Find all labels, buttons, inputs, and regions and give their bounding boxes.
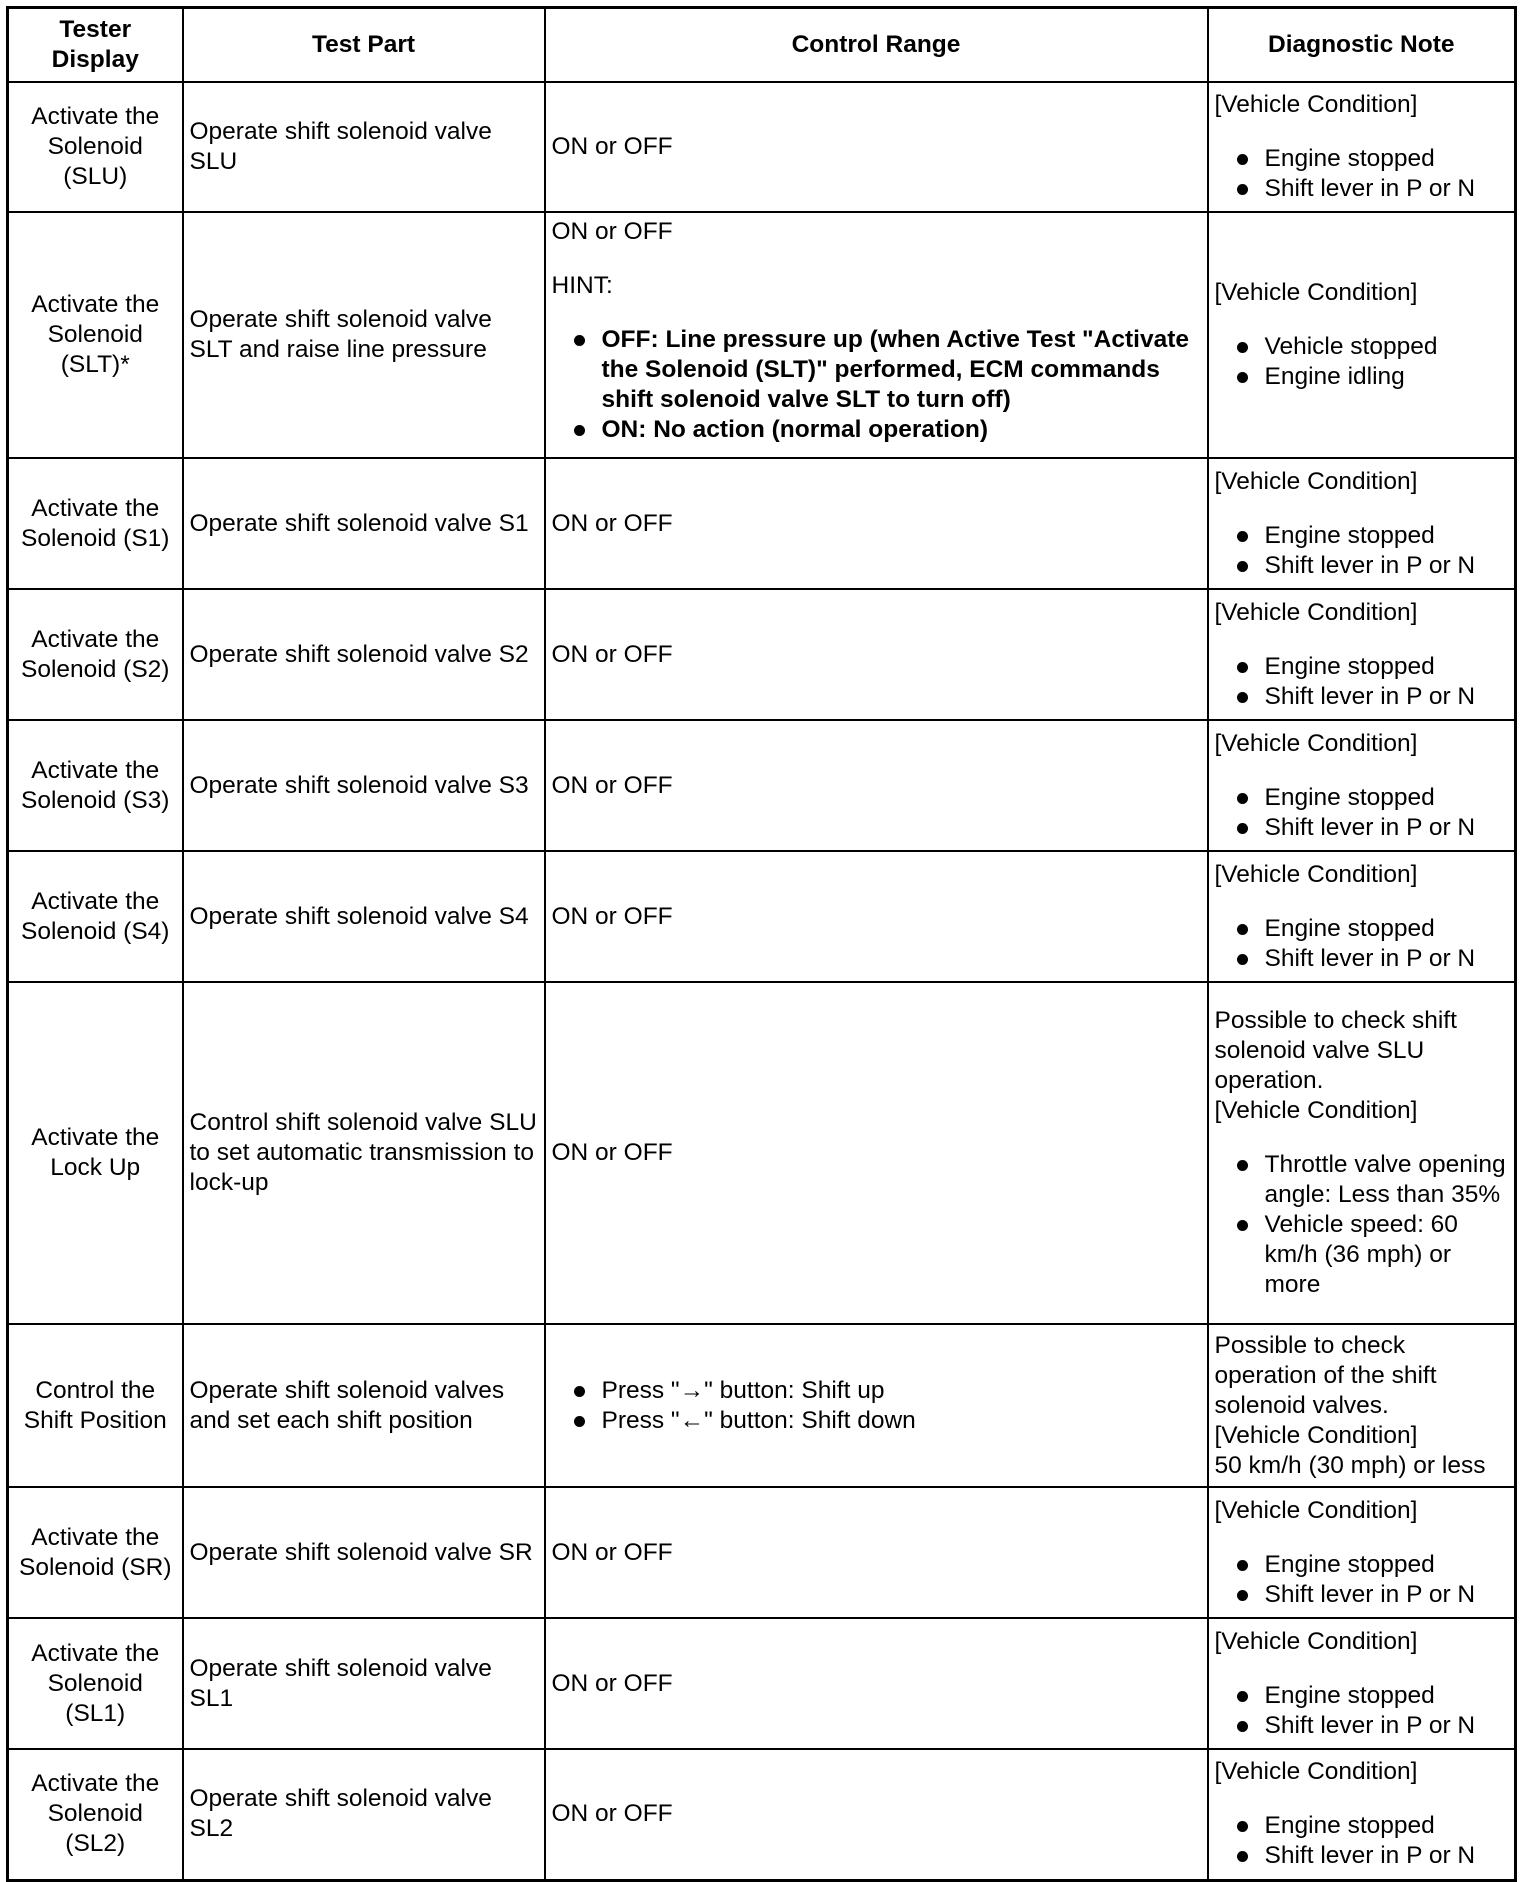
table-row xyxy=(8,1324,1516,1487)
range-hint-list xyxy=(552,325,1201,445)
header-diagnostic-note: Diagnostic Note xyxy=(1208,8,1516,83)
vehicle-condition-item: Engine stopped xyxy=(1215,652,1509,682)
cell-tester-display: Activate the Solenoid (S4) xyxy=(8,851,183,982)
cell-tester-display: Activate the Solenoid (SL1) xyxy=(8,1618,183,1749)
cell-test-part: Operate shift solenoid valve S3 xyxy=(183,720,545,851)
cell-tester-display: Activate the Solenoid (SR) xyxy=(8,1487,183,1618)
range-button-item: Press "←" button: Shift down xyxy=(552,1406,1201,1436)
vehicle-condition-heading: [Vehicle Condition] xyxy=(1214,1097,1418,1124)
vehicle-condition-item: Shift lever in P or N xyxy=(1215,1711,1509,1741)
vehicle-condition-heading: [Vehicle Condition] xyxy=(1214,598,1418,626)
range-hint-item: ON: No action (normal operation) xyxy=(552,415,1201,445)
vehicle-condition-item: Shift lever in P or N xyxy=(1215,174,1509,204)
cell-control-range xyxy=(545,1618,1208,1749)
vehicle-condition-item: Vehicle speed: 60 km/h (36 mph) or more xyxy=(1215,1210,1509,1300)
table-row xyxy=(8,1749,1516,1880)
cell-tester-display: Activate the Solenoid (SLT)* xyxy=(8,212,183,458)
vehicle-condition-item: Shift lever in P or N xyxy=(1215,682,1509,712)
header-row xyxy=(8,8,1516,83)
vehicle-condition-item: Engine stopped xyxy=(1215,914,1509,944)
cell-test-part: Operate shift solenoid valve SLT and raise line pressure xyxy=(183,212,545,458)
vehicle-condition-list xyxy=(1215,1681,1509,1741)
header-tester-display: Tester Display xyxy=(8,8,183,83)
note-text: 50 km/h (30 mph) or less xyxy=(1214,1451,1486,1479)
vehicle-condition-heading: [Vehicle Condition] xyxy=(1214,1421,1418,1449)
vehicle-condition-item: Shift lever in P or N xyxy=(1215,1580,1509,1610)
vehicle-condition-item: Shift lever in P or N xyxy=(1215,813,1509,843)
cell-control-range xyxy=(545,720,1208,851)
active-test-table xyxy=(6,6,1517,1882)
vehicle-condition-heading: [Vehicle Condition] xyxy=(1214,729,1418,757)
range-button-item: Press "→" button: Shift up xyxy=(552,1376,1201,1406)
vehicle-condition-list xyxy=(1215,1150,1509,1300)
table-row xyxy=(8,982,1516,1324)
cell-control-range xyxy=(545,1324,1208,1487)
vehicle-condition-list xyxy=(1215,652,1509,712)
cell-tester-display: Control the Shift Position xyxy=(8,1324,183,1487)
cell-control-range xyxy=(545,212,1208,458)
cell-diagnostic-note xyxy=(1208,1487,1516,1618)
range-hint-label: HINT: xyxy=(551,272,613,299)
vehicle-condition-list xyxy=(1215,144,1509,204)
cell-tester-display: Activate the Solenoid (S3) xyxy=(8,720,183,851)
vehicle-condition-item: Engine stopped xyxy=(1215,521,1509,551)
cell-diagnostic-note xyxy=(1208,1324,1516,1487)
cell-diagnostic-note xyxy=(1208,982,1516,1324)
cell-diagnostic-note xyxy=(1208,212,1516,458)
table-row xyxy=(8,720,1516,851)
cell-tester-display: Activate the Solenoid (SLU) xyxy=(8,82,183,212)
cell-tester-display: Activate the Solenoid (S1) xyxy=(8,458,183,589)
table-row xyxy=(8,212,1516,458)
cell-control-range xyxy=(545,1487,1208,1618)
cell-test-part: Operate shift solenoid valve SLU xyxy=(183,82,545,212)
vehicle-condition-list xyxy=(1215,1550,1509,1610)
cell-diagnostic-note xyxy=(1208,851,1516,982)
vehicle-condition-item: Engine stopped xyxy=(1215,1681,1509,1711)
table-row xyxy=(8,1618,1516,1749)
vehicle-condition-item: Engine stopped xyxy=(1215,783,1509,813)
cell-control-range xyxy=(545,982,1208,1324)
range-button-list xyxy=(552,1376,1201,1436)
vehicle-condition-item: Shift lever in P or N xyxy=(1215,1841,1509,1871)
range-value: ON or OFF xyxy=(551,902,673,930)
range-value: ON or OFF xyxy=(551,509,673,537)
vehicle-condition-heading: [Vehicle Condition] xyxy=(1214,467,1418,495)
vehicle-condition-item: Throttle valve opening angle: Less than 35% xyxy=(1215,1150,1509,1210)
range-value: ON or OFF xyxy=(551,1139,673,1166)
cell-tester-display: Activate the Solenoid (SL2) xyxy=(8,1749,183,1880)
table-row xyxy=(8,458,1516,589)
cell-test-part: Operate shift solenoid valve SL2 xyxy=(183,1749,545,1880)
table-row xyxy=(8,851,1516,982)
vehicle-condition-heading: [Vehicle Condition] xyxy=(1214,1758,1418,1786)
vehicle-condition-heading: [Vehicle Condition] xyxy=(1214,1496,1418,1524)
cell-diagnostic-note xyxy=(1208,589,1516,720)
vehicle-condition-item: Engine stopped xyxy=(1215,144,1509,174)
vehicle-condition-item: Engine idling xyxy=(1215,362,1509,392)
cell-diagnostic-note xyxy=(1208,1749,1516,1880)
vehicle-condition-list xyxy=(1215,1811,1509,1871)
range-value: ON or OFF xyxy=(551,218,673,245)
cell-control-range xyxy=(545,1749,1208,1880)
vehicle-condition-item: Shift lever in P or N xyxy=(1215,944,1509,974)
range-value: ON or OFF xyxy=(551,640,673,668)
vehicle-condition-list xyxy=(1215,914,1509,974)
table-row xyxy=(8,1487,1516,1618)
cell-tester-display: Activate the Solenoid (S2) xyxy=(8,589,183,720)
cell-test-part: Operate shift solenoid valve SR xyxy=(183,1487,545,1618)
cell-diagnostic-note xyxy=(1208,1618,1516,1749)
cell-control-range xyxy=(545,458,1208,589)
range-hint-item: OFF: Line pressure up (when Active Test "Activate the Solenoid (SLT)" performed, ECM commands shift solenoid valve SLT to turn off) xyxy=(552,325,1201,415)
header-test-part: Test Part xyxy=(183,8,545,83)
cell-test-part: Operate shift solenoid valves and set each shift position xyxy=(183,1324,545,1487)
cell-control-range xyxy=(545,851,1208,982)
vehicle-condition-heading: [Vehicle Condition] xyxy=(1214,860,1418,888)
table-row xyxy=(8,82,1516,212)
cell-test-part: Operate shift solenoid valve S4 xyxy=(183,851,545,982)
note-text: Possible to check shift solenoid valve SLU operation. xyxy=(1214,1007,1457,1094)
range-value: ON or OFF xyxy=(551,1538,673,1566)
vehicle-condition-list xyxy=(1215,783,1509,843)
vehicle-condition-list xyxy=(1215,521,1509,581)
vehicle-condition-item: Engine stopped xyxy=(1215,1550,1509,1580)
vehicle-condition-heading: [Vehicle Condition] xyxy=(1214,1627,1418,1655)
cell-tester-display: Activate the Lock Up xyxy=(8,982,183,1324)
cell-control-range xyxy=(545,589,1208,720)
range-value: ON or OFF xyxy=(551,1800,673,1828)
cell-diagnostic-note xyxy=(1208,720,1516,851)
range-value: ON or OFF xyxy=(551,133,673,160)
cell-test-part: Operate shift solenoid valve SL1 xyxy=(183,1618,545,1749)
vehicle-condition-heading: [Vehicle Condition] xyxy=(1214,91,1418,118)
cell-test-part: Operate shift solenoid valve S1 xyxy=(183,458,545,589)
vehicle-condition-item: Shift lever in P or N xyxy=(1215,551,1509,581)
vehicle-condition-item: Vehicle stopped xyxy=(1215,332,1509,362)
cell-control-range xyxy=(545,82,1208,212)
cell-test-part: Control shift solenoid valve SLU to set automatic transmission to lock-up xyxy=(183,982,545,1324)
note-text: Possible to check operation of the shift solenoid valves. xyxy=(1214,1331,1437,1419)
vehicle-condition-item: Engine stopped xyxy=(1215,1811,1509,1841)
cell-diagnostic-note xyxy=(1208,458,1516,589)
cell-diagnostic-note xyxy=(1208,82,1516,212)
vehicle-condition-list xyxy=(1215,332,1509,392)
table-row xyxy=(8,589,1516,720)
table-body xyxy=(8,82,1516,1880)
header-control-range: Control Range xyxy=(545,8,1208,83)
vehicle-condition-heading: [Vehicle Condition] xyxy=(1214,279,1418,306)
range-value: ON or OFF xyxy=(551,1669,673,1697)
cell-test-part: Operate shift solenoid valve S2 xyxy=(183,589,545,720)
range-value: ON or OFF xyxy=(551,771,673,799)
